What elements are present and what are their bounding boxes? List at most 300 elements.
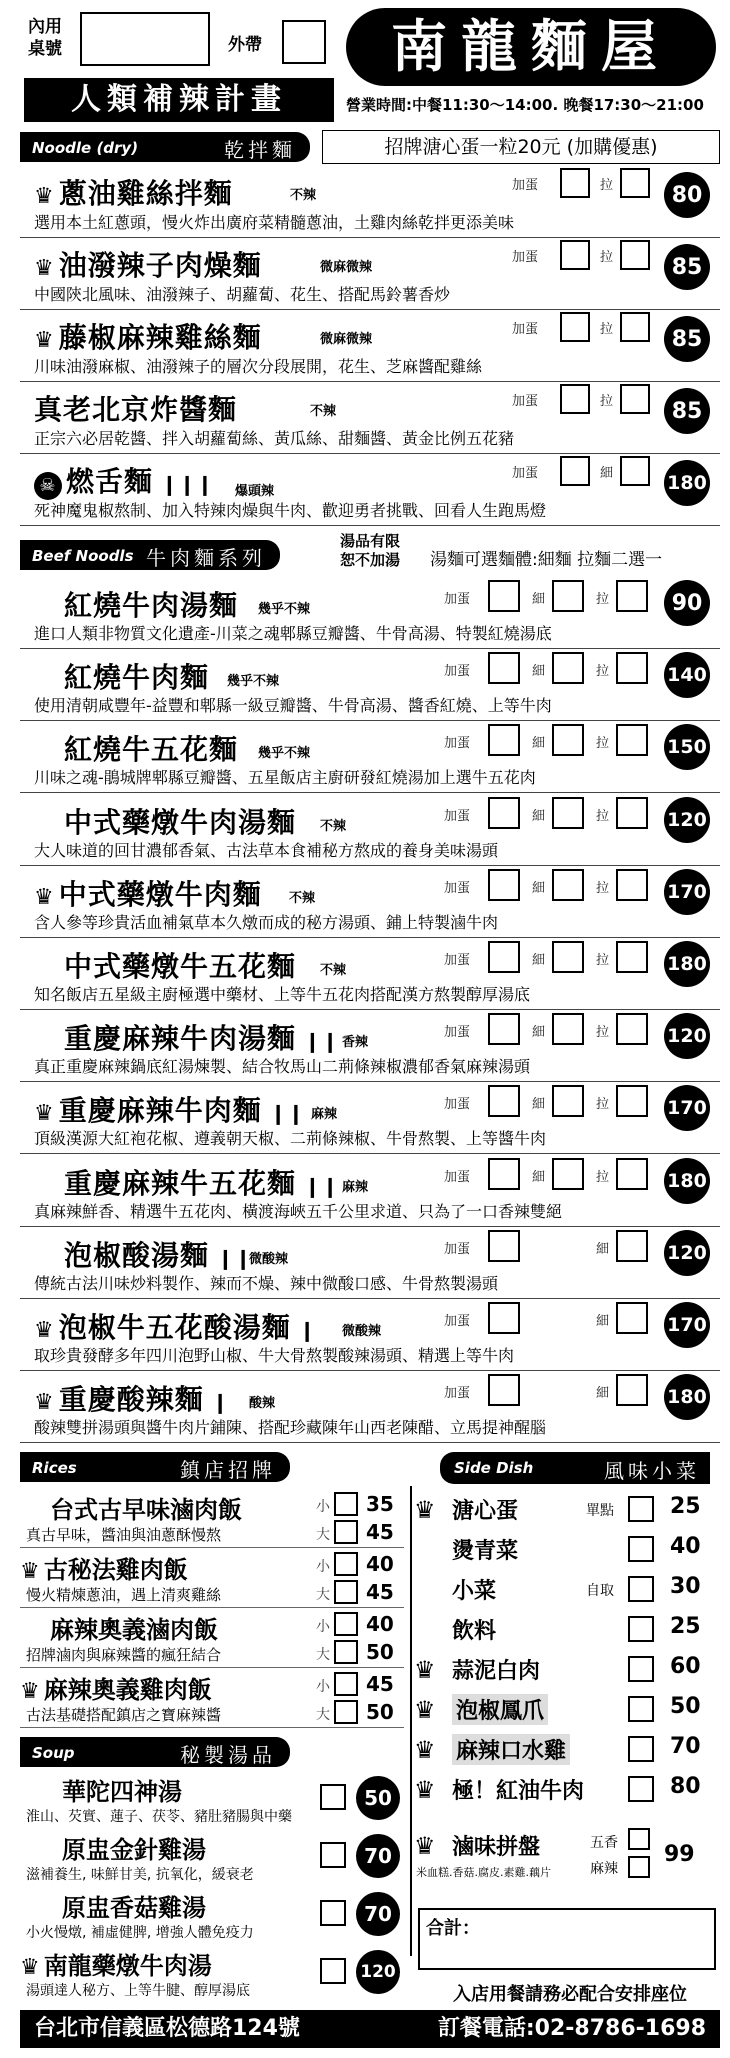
menu-header — [0, 0, 730, 140]
dish-name: ♛ 古秘法雞肉飯 — [20, 1556, 188, 1584]
spice-level: 不辣 — [290, 188, 317, 203]
price: 50 — [366, 1640, 394, 1664]
menu-row — [20, 1226, 720, 1299]
spice-level: 不辣 — [289, 891, 316, 906]
option-label: 細 — [596, 1386, 610, 1401]
option-label: 細 — [532, 809, 546, 824]
order-checkbox[interactable] — [628, 1496, 654, 1522]
dish-description: 頂級漢源大紅袍花椒、遵義朝天椒、二荊條辣椒、牛骨熬製、上等醬牛肉 — [34, 1129, 547, 1148]
dish-description: 知名飯店五星級主廚極選中藥材、上等牛五花肉搭配漢方熬製醇厚湯底 — [34, 985, 531, 1004]
size-small-checkbox[interactable] — [334, 1552, 358, 1576]
option-label: 加蛋 — [444, 809, 471, 824]
size-large-checkbox[interactable] — [334, 1700, 358, 1724]
dish-name: 滷味拼盤 — [452, 1835, 541, 1860]
option-label: 加蛋 — [512, 394, 539, 409]
pepper-icon: ❙ — [290, 1318, 317, 1342]
option-label: 加蛋 — [444, 1025, 471, 1040]
price: 45 — [366, 1580, 394, 1604]
price-badge: 120 — [356, 1950, 400, 1994]
dish-name: ♛ 中式藥燉牛肉麵 — [34, 878, 262, 911]
price: 40 — [366, 1612, 394, 1636]
price: 40 — [670, 1534, 701, 1559]
price-badge: 120 — [664, 1230, 710, 1276]
dish-description: 小火慢燉, 補虛健脾, 增強人體免疫力 — [26, 1925, 254, 1941]
spice-level: 幾乎不辣 — [258, 746, 311, 761]
dish-name: 紅燒牛五花麵 — [64, 733, 239, 766]
price: 45 — [366, 1672, 394, 1696]
menu-row — [20, 865, 720, 938]
dish-name: ♛ 油潑辣子肉燥麵 — [34, 249, 262, 282]
option-label: 加蛋 — [444, 1314, 471, 1329]
price: 99 — [664, 1842, 695, 1867]
size-small-checkbox[interactable] — [334, 1672, 358, 1696]
price: 30 — [670, 1574, 701, 1599]
menu-row — [20, 648, 720, 721]
size-small-checkbox[interactable] — [334, 1612, 358, 1636]
price: 35 — [366, 1492, 394, 1516]
option-label: 拉 — [596, 881, 610, 896]
spice-level: 爆頭辣 — [235, 484, 275, 499]
add-egg-checkbox[interactable] — [488, 1302, 520, 1334]
thin-noodle-checkbox[interactable] — [616, 1374, 648, 1406]
add-egg-checkbox[interactable] — [488, 724, 520, 756]
price-badge: 80 — [664, 172, 710, 218]
menu-row — [20, 576, 720, 649]
price-badge: 120 — [664, 797, 710, 843]
side-row — [414, 1650, 720, 1690]
ramen-checkbox[interactable] — [616, 652, 648, 684]
crown-icon: ♛ — [414, 1656, 436, 1684]
side-note: 自取 — [586, 1583, 614, 1599]
dish-description: 含人參等珍貴活血補氣草本久燉而成的秘方湯頭、鋪上特製滷牛肉 — [34, 913, 499, 932]
option-label: 加蛋 — [444, 881, 471, 896]
price-badge: 180 — [664, 460, 710, 506]
crown-icon: ♛ — [20, 1679, 40, 1704]
order-checkbox[interactable] — [628, 1736, 654, 1762]
crown-icon: ♛ — [414, 1776, 436, 1804]
spice-level: 不辣 — [320, 819, 347, 834]
add-egg-checkbox[interactable] — [488, 1230, 520, 1262]
thin-noodle-checkbox[interactable] — [552, 580, 584, 612]
rice-row — [20, 1548, 404, 1608]
dish-name: ♛ 南龍藥燉牛肉湯 — [20, 1952, 212, 1980]
dish-description: 招牌滷肉與麻辣醬的瘋狂結合 — [26, 1646, 222, 1664]
price-badge: 170 — [664, 869, 710, 915]
dish-name: ♛ 泡椒牛五花酸湯麵 ❙ — [34, 1311, 317, 1344]
option-label: 加蛋 — [444, 1242, 471, 1257]
size-label: 大 — [316, 1587, 330, 1603]
add-egg-checkbox[interactable] — [560, 240, 590, 270]
pepper-icon: ❙❙ — [261, 1101, 306, 1125]
platter-row — [414, 1812, 720, 1892]
add-egg-checkbox[interactable] — [560, 312, 590, 342]
crown-icon: ♛ — [34, 256, 55, 281]
order-checkbox[interactable] — [320, 1784, 346, 1810]
spice-level: 香辣 — [342, 1035, 369, 1050]
footer-bar — [20, 2010, 720, 2048]
price: 40 — [366, 1552, 394, 1576]
dish-name: 台式古早味滷肉飯 — [50, 1496, 242, 1524]
price-badge: 150 — [664, 724, 710, 770]
dish-description: 真麻辣鮮香、精選牛五花肉、橫渡海峽五千公里求道、只為了一口香辣雙絕 — [34, 1202, 563, 1221]
thin-noodle-checkbox[interactable] — [552, 1158, 584, 1190]
soup-limit-note: 湯品有限 恕不加湯 — [339, 532, 400, 569]
price-badge: 70 — [356, 1834, 400, 1878]
price-badge: 70 — [356, 1892, 400, 1936]
thin-noodle-checkbox[interactable] — [616, 1230, 648, 1262]
price: 60 — [670, 1654, 701, 1679]
side-row — [414, 1610, 720, 1650]
add-egg-checkbox[interactable] — [488, 869, 520, 901]
spice-level: 幾乎不辣 — [258, 602, 311, 617]
size-label: 小 — [316, 1619, 330, 1635]
add-egg-checkbox[interactable] — [488, 580, 520, 612]
spicy-checkbox[interactable] — [628, 1856, 650, 1878]
rice-row — [20, 1668, 404, 1728]
dish-name: 真老北京炸醬麵 — [34, 393, 238, 426]
promo-text: 招牌溏心蛋一粒20元 (加購優惠) — [322, 130, 720, 164]
soup-row — [20, 1946, 404, 2004]
spice-level: 不辣 — [310, 404, 337, 419]
dish-description: 酸辣雙拼湯頭與醬牛肉片鋪陳、搭配珍藏陳年山西老陳醋、立馬提神醒腦 — [34, 1418, 547, 1437]
option-label: 拉 — [596, 1097, 610, 1112]
option-label: 細 — [532, 736, 546, 751]
order-checkbox[interactable] — [320, 1900, 346, 1926]
size-large-checkbox[interactable] — [334, 1580, 358, 1604]
noodle-type-checkbox[interactable] — [620, 168, 650, 198]
noodle-type-checkbox[interactable] — [620, 456, 650, 486]
section-rices: Rices 鎮店招牌 — [20, 1452, 290, 1482]
size-label: 大 — [316, 1707, 330, 1723]
address: 台北市信義區松德路124號 — [34, 2016, 300, 2041]
dish-description: 古法基礎搭配鎮店之寶麻辣醬 — [26, 1706, 222, 1724]
option-label: 細 — [596, 1242, 610, 1257]
dish-description: 選用本土紅蔥頭，慢火炸出廣府菜精髓蔥油，土雞肉絲乾拌更添美味 — [34, 213, 515, 232]
price-badge: 90 — [664, 580, 710, 626]
noodle-type-checkbox[interactable] — [620, 240, 650, 270]
order-checkbox[interactable] — [628, 1616, 654, 1642]
thin-noodle-checkbox[interactable] — [552, 869, 584, 901]
side-row — [414, 1690, 720, 1730]
menu-row — [20, 1370, 720, 1443]
section-soup: Soup 秘製湯品 — [20, 1737, 290, 1767]
order-checkbox[interactable] — [628, 1656, 654, 1682]
spice-level: 酸辣 — [249, 1396, 276, 1411]
dish-description: 川味之魂-鵑城牌郫縣豆瓣醬、五星飯店主廚研發紅燒湯加上選牛五花肉 — [34, 768, 536, 787]
option-label: 細 — [532, 1097, 546, 1112]
menu-row — [20, 1009, 720, 1082]
option-label: 加蛋 — [444, 1386, 471, 1401]
option-label: 拉 — [596, 1025, 610, 1040]
spice-level: 麻辣 — [342, 1180, 369, 1195]
option-label: 加蛋 — [512, 322, 539, 337]
crown-icon: ♛ — [414, 1696, 436, 1724]
dish-description: 慢火精煉蔥油，遇上清爽雞絲 — [26, 1586, 222, 1604]
dish-name: ♛ 蔥油雞絲拌麵 — [34, 177, 233, 210]
table-number-box[interactable] — [80, 12, 210, 66]
menu-row — [20, 937, 720, 1010]
dish-name: ♛ 麻辣奧義雞肉飯 — [20, 1676, 212, 1704]
price-badge: 180 — [664, 1374, 710, 1420]
section-noodle-dry: Noodle (dry) 乾拌麵 — [20, 132, 310, 162]
total-label: 合計： — [426, 1918, 480, 1939]
dish-name: 華陀四神湯 — [62, 1778, 182, 1806]
add-egg-checkbox[interactable] — [488, 1158, 520, 1190]
menu-row — [20, 720, 720, 793]
size-label: 小 — [316, 1499, 330, 1515]
dish-description: 傳統古法川味炒料製作、辣而不燥、辣中微酸口感、牛骨熬製湯頭 — [34, 1274, 499, 1293]
menu-row — [20, 1298, 720, 1371]
option-label: 麻辣 — [590, 1861, 618, 1877]
spice-level: 微麻微辣 — [320, 332, 373, 347]
add-egg-checkbox[interactable] — [488, 797, 520, 829]
thin-noodle-checkbox[interactable] — [552, 652, 584, 684]
crown-icon: ♛ — [34, 1390, 55, 1415]
option-label: 細 — [600, 466, 614, 481]
size-label: 小 — [316, 1559, 330, 1575]
price: 25 — [670, 1614, 701, 1639]
crown-icon: ♛ — [34, 885, 55, 910]
noodle-type-checkbox[interactable] — [620, 384, 650, 414]
ramen-checkbox[interactable] — [616, 869, 648, 901]
price: 80 — [670, 1774, 701, 1799]
crown-icon: ♛ — [414, 1832, 436, 1860]
spice-level: 麻辣 — [311, 1107, 338, 1122]
price-badge: 180 — [664, 941, 710, 987]
option-label: 拉 — [596, 664, 610, 679]
option-label: 細 — [532, 664, 546, 679]
option-label: 細 — [532, 1025, 546, 1040]
price: 50 — [366, 1700, 394, 1724]
dish-description: 滋補養生, 味鮮甘美, 抗氧化，緩衰老 — [26, 1867, 254, 1883]
menu-row — [20, 1154, 720, 1227]
rice-row — [20, 1608, 404, 1668]
order-checkbox[interactable] — [628, 1576, 654, 1602]
dish-name: 麻辣口水雞 — [452, 1734, 570, 1765]
add-egg-checkbox[interactable] — [488, 652, 520, 684]
side-row — [414, 1770, 720, 1810]
ramen-checkbox[interactable] — [616, 1158, 648, 1190]
section-beef-noodles: Beef Noodls 牛肉麵系列 — [20, 540, 280, 570]
size-label: 大 — [316, 1647, 330, 1663]
option-label: 拉 — [600, 322, 614, 337]
menu-row — [20, 793, 720, 866]
option-label: 拉 — [600, 178, 614, 193]
dish-description: 進口人類非物質文化遺產-川菜之魂郫縣豆瓣醬、牛骨高湯、特製紅燒湯底 — [34, 624, 552, 643]
add-egg-checkbox[interactable] — [560, 456, 590, 486]
option-label: 加蛋 — [444, 1170, 471, 1185]
ramen-checkbox[interactable] — [616, 1085, 648, 1117]
dish-name: 紅燒牛肉湯麵 — [64, 589, 239, 622]
option-label: 細 — [532, 881, 546, 896]
price-badge: 85 — [664, 316, 710, 362]
option-label: 細 — [532, 953, 546, 968]
add-egg-checkbox[interactable] — [560, 384, 590, 414]
price-badge: 120 — [664, 1013, 710, 1059]
dish-description: 正宗六必居乾醬、拌入胡蘿蔔絲、黃瓜絲、甜麵醬、黃金比例五花豬 — [34, 429, 515, 448]
seating-notice: 入店用餐請務必配合安排座位 — [453, 1984, 687, 2005]
option-label: 五香 — [590, 1835, 618, 1851]
thin-noodle-checkbox[interactable] — [552, 1085, 584, 1117]
phone: 訂餐電話:02-8786-1698 — [437, 2016, 706, 2041]
menu-row — [20, 382, 720, 454]
dish-description: 真正重慶麻辣鍋底紅湯煉製、結合牧馬山二荊條辣椒濃郁香氣麻辣湯頭 — [34, 1057, 531, 1076]
dish-description: 大人味道的回甘濃郁香氣、古法草本食補秘方熬成的養身美味湯頭 — [34, 841, 499, 860]
side-row — [414, 1530, 720, 1570]
order-checkbox[interactable] — [628, 1776, 654, 1802]
price: 25 — [670, 1494, 701, 1519]
crown-icon: ♛ — [414, 1496, 436, 1524]
option-label: 加蛋 — [444, 953, 471, 968]
option-label: 加蛋 — [512, 250, 539, 265]
soup-row — [20, 1888, 404, 1946]
crown-icon: ♛ — [20, 1559, 40, 1584]
size-small-checkbox[interactable] — [334, 1492, 358, 1516]
dish-name: ☠ 燃舌麵 ❙❙❙ — [34, 460, 214, 500]
add-egg-checkbox[interactable] — [488, 941, 520, 973]
five-spice-checkbox[interactable] — [628, 1828, 650, 1850]
dish-name: 重慶麻辣牛肉湯麵 ❙❙ — [64, 1022, 340, 1055]
thin-noodle-checkbox[interactable] — [552, 797, 584, 829]
option-label: 拉 — [600, 250, 614, 265]
dish-name: 燙青菜 — [452, 1539, 519, 1564]
thin-noodle-checkbox[interactable] — [552, 1013, 584, 1045]
add-egg-checkbox[interactable] — [560, 168, 590, 198]
dish-description: 使用清朝咸豐年-益豐和郫縣一級豆瓣醬、牛骨高湯、醬香紅燒、上等牛肉 — [34, 696, 552, 715]
rice-row — [20, 1488, 404, 1548]
side-row — [414, 1490, 720, 1530]
thin-noodle-checkbox[interactable] — [552, 724, 584, 756]
price: 70 — [670, 1734, 701, 1759]
dish-name: 泡椒鳳爪 — [452, 1694, 548, 1725]
option-label: 拉 — [596, 736, 610, 751]
dish-name: 極！紅油牛肉 — [452, 1779, 585, 1804]
dish-name: 麻辣奧義滷肉飯 — [50, 1616, 218, 1644]
price: 50 — [670, 1694, 701, 1719]
section-side-dish: Side Dish 風味小菜 — [440, 1452, 710, 1484]
price: 45 — [366, 1520, 394, 1544]
total-box[interactable] — [418, 1908, 716, 1970]
side-row — [414, 1730, 720, 1770]
dish-name: ♛ 重慶酸辣麵 ❙ — [34, 1383, 230, 1416]
brand-logo: 南龍麵屋 — [346, 8, 716, 86]
pepper-icon: ❙ — [203, 1390, 230, 1414]
add-egg-checkbox[interactable] — [488, 1013, 520, 1045]
price-badge: 170 — [664, 1302, 710, 1348]
takeout-box[interactable] — [282, 20, 326, 64]
option-label: 加蛋 — [512, 178, 539, 193]
dish-name: 原盅香菇雞湯 — [62, 1894, 206, 1922]
crown-icon: ♛ — [20, 1955, 40, 1980]
option-label: 細 — [532, 592, 546, 607]
thin-noodle-checkbox[interactable] — [552, 941, 584, 973]
side-panel-divider — [410, 1486, 412, 1956]
price-badge: 85 — [664, 244, 710, 290]
size-label: 小 — [316, 1679, 330, 1695]
dish-name: 重慶麻辣牛五花麵 ❙❙ — [64, 1167, 340, 1200]
option-label: 加蛋 — [444, 592, 471, 607]
spice-level: 幾乎不辣 — [227, 674, 280, 689]
order-checkbox[interactable] — [628, 1536, 654, 1562]
dish-description: 淮山、芡實、蓮子、茯苓、豬肚豬腸與中藥 — [26, 1809, 292, 1825]
order-checkbox[interactable] — [320, 1958, 346, 1984]
option-label: 拉 — [596, 1170, 610, 1185]
side-row — [414, 1570, 720, 1610]
size-large-checkbox[interactable] — [334, 1520, 358, 1544]
option-label: 加蛋 — [444, 1097, 471, 1112]
option-label: 加蛋 — [444, 664, 471, 679]
price-badge: 85 — [664, 388, 710, 434]
pepper-icon: ❙❙ — [296, 1029, 340, 1053]
menu-row — [20, 454, 720, 526]
side-note: 單點 — [586, 1503, 614, 1519]
option-label: 加蛋 — [512, 466, 539, 481]
noodle-type-checkbox[interactable] — [620, 312, 650, 342]
dish-name: 泡椒酸湯麵 ❙❙ — [64, 1239, 253, 1272]
pepper-icon: ❙❙❙ — [153, 472, 215, 496]
dish-name: 小菜 — [452, 1579, 497, 1604]
crown-icon: ♛ — [34, 328, 55, 353]
spice-level: 微酸辣 — [342, 1324, 382, 1339]
dish-description: 湯頭達人秘方、上等牛腱、醇厚湯底 — [26, 1983, 250, 1999]
crown-icon: ♛ — [34, 184, 55, 209]
menu-row — [20, 310, 720, 382]
dish-description: 死神魔鬼椒熬制、加入特辣肉燥與牛肉、歡迎勇者挑戰、回看人生跑馬燈 — [34, 501, 547, 520]
spice-level: 微麻微辣 — [320, 260, 373, 275]
dish-name: ♛ 重慶麻辣牛肉麵 ❙❙ — [34, 1094, 306, 1127]
thin-noodle-checkbox[interactable] — [616, 1302, 648, 1334]
add-egg-checkbox[interactable] — [488, 1085, 520, 1117]
option-label: 細 — [532, 1170, 546, 1185]
spice-level: 微酸辣 — [249, 1252, 289, 1267]
ramen-checkbox[interactable] — [616, 797, 648, 829]
option-label: 拉 — [596, 809, 610, 824]
takeout-label: 外帶 — [228, 35, 262, 55]
dish-name: 中式藥燉牛肉湯麵 — [64, 806, 297, 839]
dish-name: 溏心蛋 — [452, 1499, 519, 1524]
ramen-checkbox[interactable] — [616, 724, 648, 756]
spice-level: 不辣 — [320, 963, 347, 978]
menu-row — [20, 1081, 720, 1154]
crown-icon: ♛ — [414, 1736, 436, 1764]
add-egg-checkbox[interactable] — [488, 1374, 520, 1406]
business-hours: 營業時間:中餐11:30～14:00. 晚餐17:30～21:00 — [346, 96, 704, 114]
order-checkbox[interactable] — [320, 1842, 346, 1868]
crown-icon: ♛ — [34, 1101, 55, 1126]
dish-name: 中式藥燉牛五花麵 — [64, 950, 297, 983]
menu-row — [20, 238, 720, 310]
soup-row — [20, 1772, 404, 1830]
ramen-checkbox[interactable] — [616, 1013, 648, 1045]
dish-name: 飲料 — [452, 1619, 497, 1644]
dish-name: 原盅金針雞湯 — [62, 1836, 206, 1864]
ramen-checkbox[interactable] — [616, 580, 648, 612]
crown-icon: ♛ — [34, 1318, 55, 1343]
ramen-checkbox[interactable] — [616, 941, 648, 973]
option-label: 拉 — [600, 394, 614, 409]
option-label: 加蛋 — [444, 736, 471, 751]
price-badge: 50 — [356, 1776, 400, 1820]
dish-description: 中國陝北風味、油潑辣子、胡蘿蔔、花生、搭配馬鈴薯香炒 — [34, 285, 451, 304]
size-label: 大 — [316, 1527, 330, 1543]
size-large-checkbox[interactable] — [334, 1640, 358, 1664]
option-label: 拉 — [596, 592, 610, 607]
price-badge: 180 — [664, 1158, 710, 1204]
skull-icon: ☠ — [34, 472, 62, 500]
soup-row — [20, 1830, 404, 1888]
menu-row — [20, 166, 720, 238]
order-checkbox[interactable] — [628, 1696, 654, 1722]
